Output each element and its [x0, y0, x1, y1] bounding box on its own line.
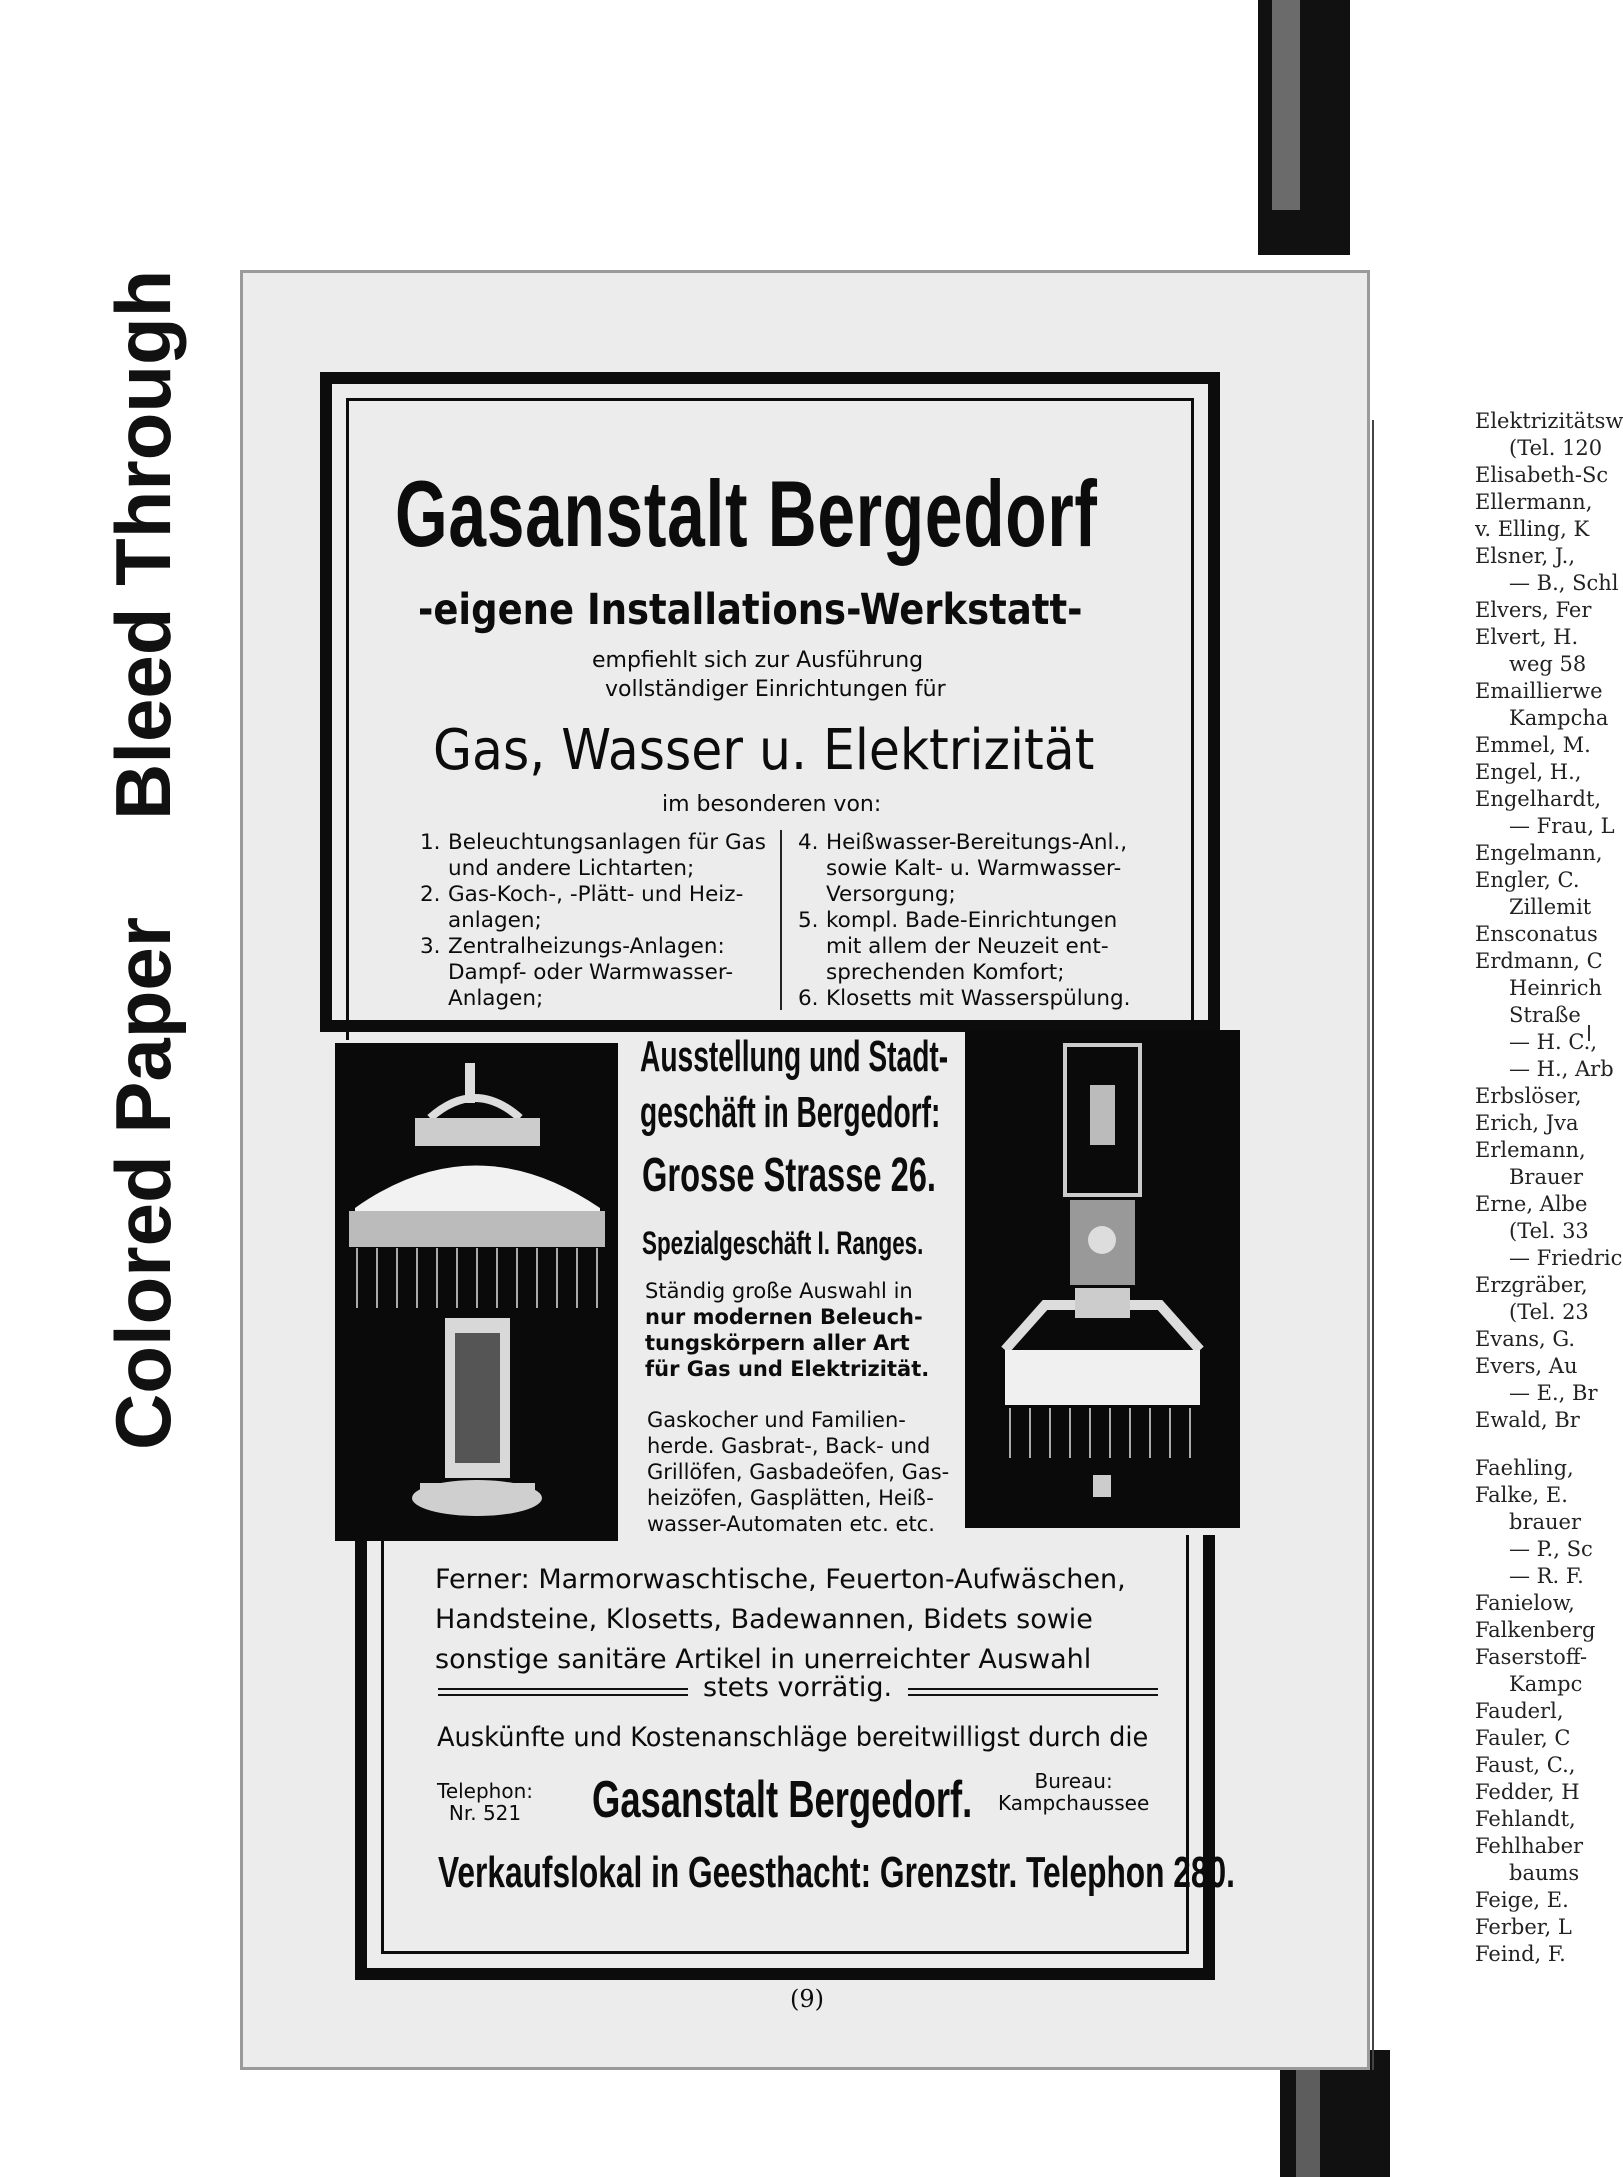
spezial-line: Spezialgeschäft I. Ranges. — [642, 1225, 924, 1261]
bleed-through-line: Erdmann, C — [1475, 949, 1603, 973]
bleed-through-line: Elvers, Fer — [1475, 598, 1592, 622]
bleed-through-line: Falke, E. — [1475, 1483, 1568, 1507]
im-besonderen: im besonderen von: — [662, 792, 882, 817]
bleed-through-line: Kampcha — [1509, 706, 1609, 730]
bleed-through-line: — H., Arb — [1509, 1057, 1614, 1081]
bleed-through-line: Fauderl, — [1475, 1699, 1564, 1723]
bleed-through-line: Elektrizitätsw — [1475, 409, 1623, 433]
bleed-through-line: — Frau, L — [1509, 814, 1615, 838]
bleed-through-line: Engelmann, — [1475, 841, 1603, 865]
auskuenfte-line: Auskünfte und Kostenanschläge bereitwilligst durch die — [437, 1722, 1149, 1753]
list-item: 4. Heißwasser-Bereitungs-Anl., sowie Kalt- u. Warmwasser- Versorgung; — [798, 830, 1128, 907]
list-divider — [780, 830, 782, 1010]
headline: Gas, Wasser u. Elektrizität — [433, 718, 1095, 783]
double-rule-left — [438, 1688, 688, 1696]
ausstellung-line: Ausstellung und Stadt- — [640, 1032, 949, 1081]
bleed-through-column — [1475, 408, 1623, 1434]
list-item: 3. Zentralheizungs-Anlagen: Dampf- oder Warmwasser- Anlagen; — [420, 934, 734, 1011]
services-list-right — [798, 830, 1130, 1012]
telephon-block: Telephon: Nr. 521 — [437, 1779, 534, 1825]
services-list-left — [420, 830, 766, 1012]
bleed-through-line: brauer — [1509, 1510, 1581, 1534]
bleed-through-line: Fauler, C — [1475, 1726, 1571, 1750]
bleed-through-line: Erlemann, — [1475, 1138, 1586, 1162]
bleed-through-line: Ewald, Br — [1475, 1408, 1580, 1432]
double-rule-right — [908, 1688, 1158, 1696]
stets-vorraetig: stets vorrätig. — [703, 1672, 893, 1703]
bureau-block: Bureau: Kampchaussee — [998, 1769, 1150, 1815]
bleed-through-line: Elvert, H. — [1475, 625, 1579, 649]
list-item: 6. Klosetts mit Wasserspülung. — [798, 986, 1131, 1011]
bleed-through-line: Erzgräber, — [1475, 1273, 1588, 1297]
bleed-through-line: v. Elling, K — [1475, 517, 1590, 541]
bleed-through-label: Bleed Through — [99, 269, 187, 820]
bleed-through-line: Erich, Jva — [1475, 1111, 1579, 1135]
bleed-through-line: Elisabeth-Sc — [1475, 463, 1609, 487]
bleed-through-line: Engel, H., — [1475, 760, 1582, 784]
bleed-through-line: baums — [1509, 1861, 1580, 1885]
ferner-block: Ferner: Marmorwaschtische, Feuerton-Aufwäschen, Handsteine, Klosetts, Badewannen, Bidets sowie sonstige sanitäre Artikel in unerreichter Auswahl — [435, 1564, 1126, 1675]
bleed-through-line: (Tel. 23 — [1509, 1300, 1589, 1324]
bleed-through-line: Erne, Albe — [1475, 1192, 1588, 1216]
bleed-through-line: Elsner, J., — [1475, 544, 1575, 568]
page-number: (9) — [790, 1985, 824, 2013]
ad-subtitle: -eigene Installations-Werkstatt- — [418, 585, 1083, 635]
bleed-through-line: Zillemit — [1509, 895, 1592, 919]
bleed-through-line: — Friedric — [1509, 1246, 1623, 1270]
bleed-through-line: Ensconatus — [1475, 922, 1598, 946]
bleed-through-line: Kampc — [1509, 1672, 1583, 1696]
intro-line-1: empfiehlt sich zur Ausführung — [592, 648, 924, 673]
bleed-through-line: — P., Sc — [1509, 1537, 1593, 1561]
bleed-through-column-2 — [1475, 1455, 1600, 1968]
bleed-through-line: Falkenberg — [1475, 1618, 1596, 1642]
table-lamp-illustration — [335, 1043, 618, 1541]
list-item: 2. Gas-Koch-, -Plätt- und Heiz- anlagen; — [420, 882, 744, 933]
bleed-through-line: Emaillierwe — [1475, 679, 1603, 703]
bleed-through-line: Engler, C. — [1475, 868, 1580, 892]
bleed-through-line: Fehlandt, — [1475, 1807, 1576, 1831]
bleed-through-line: Faust, C., — [1475, 1753, 1576, 1777]
bleed-through-line: Erbslöser, — [1475, 1084, 1582, 1108]
bleed-through-line: weg 58 — [1509, 652, 1587, 676]
margin-mark — [1588, 1025, 1598, 1041]
address-line: Grosse Strasse 26. — [642, 1149, 936, 1202]
bleed-through-line: Ferber, L — [1475, 1915, 1572, 1939]
ausstellung-line: geschäft in Bergedorf: — [640, 1088, 941, 1137]
bleed-through-line: Feige, E. — [1475, 1888, 1569, 1912]
bleed-through-line: — E., Br — [1509, 1381, 1598, 1405]
footer-title: Gasanstalt Bergedorf. — [592, 1771, 973, 1829]
intro-line-2: vollständiger Einrichtungen für — [605, 677, 946, 702]
bleed-through-line: Faehling, — [1475, 1456, 1574, 1480]
bleed-through-line: — R. F. — [1509, 1564, 1584, 1588]
bleed-through-line: Fedder, H — [1475, 1780, 1580, 1804]
bleed-through-line: Fehlhaber — [1475, 1834, 1584, 1858]
ad-title: Gasanstalt Bergedorf — [395, 461, 1098, 566]
bleed-through-line: Emmel, M. — [1475, 733, 1591, 757]
hanging-lamp-illustration — [965, 1030, 1240, 1528]
bleed-through-line: Evers, Au — [1475, 1354, 1578, 1378]
bleed-through-line: (Tel. 33 — [1509, 1219, 1589, 1243]
bleed-through-line: Straße — [1509, 1003, 1581, 1027]
bleed-through-line: Ellermann, — [1475, 490, 1593, 514]
list-item: 1. Beleuchtungsanlagen für Gas und andere Lichtarten; — [420, 830, 766, 881]
bleed-through-line: Evans, G. — [1475, 1327, 1576, 1351]
bleed-through-line: Heinrich — [1509, 976, 1603, 1000]
bleed-through-line: Feind, F. — [1475, 1942, 1566, 1966]
bleed-through-line: — B., Schl — [1509, 571, 1619, 595]
colored-paper-label: Colored Paper — [99, 916, 187, 1450]
gaskocher-block: Gaskocher und Familien- herde. Gasbrat-, Back- und Grillöfen, Gasbadeöfen, Gas- heizöfen, Gasplätten, Heiß- wasser-Automaten etc. etc. — [647, 1408, 950, 1536]
bleed-through-line: Fanielow, — [1475, 1591, 1575, 1615]
binding-strip-top — [1258, 0, 1350, 255]
verkaufslokal-line: Verkaufslokal in Geesthacht: Grenzstr. Telephon 280. — [438, 1848, 1235, 1897]
bleed-through-line: (Tel. 120 — [1509, 436, 1603, 460]
bleed-through-line: Brauer — [1509, 1165, 1583, 1189]
bleed-through-line: Engelhardt, — [1475, 787, 1602, 811]
bleed-through-line: Faserstoff- — [1475, 1645, 1588, 1669]
bleed-through-line: — H. C., — [1509, 1030, 1598, 1054]
list-item: 5. kompl. Bade-Einrichtungen mit allem der Neuzeit ent- sprechenden Komfort; — [798, 908, 1118, 985]
page-edge — [1372, 420, 1374, 2070]
staendig-block: Ständig große Auswahl in nur modernen Beleuch- tungskörpern aller Art für Gas und Elektrizität. — [645, 1279, 930, 1381]
